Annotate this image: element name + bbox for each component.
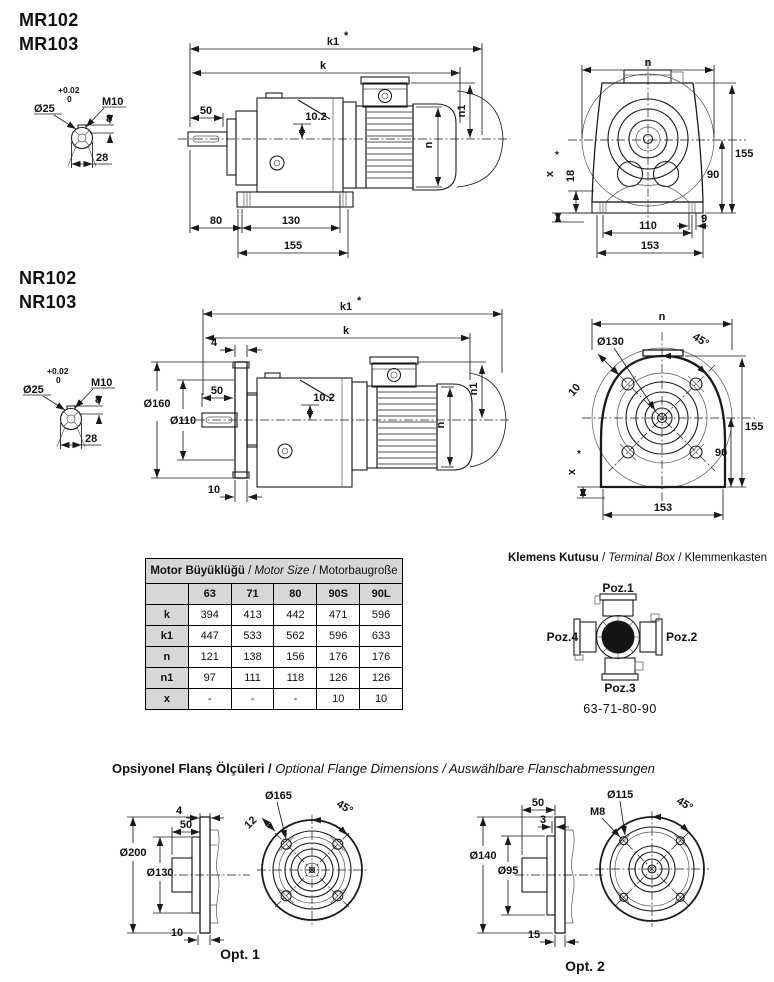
corner-cell (146, 584, 189, 605)
shaft-length-dim: 50 (199, 105, 213, 117)
k-dim-label: k (342, 325, 350, 337)
model-mr102: MR102 (19, 10, 79, 30)
opt2-section-dims (477, 805, 579, 947)
opt1-flange-drawing (105, 785, 395, 945)
terminal-box-title: Klemens Kutusu / Terminal Box / Klemmenkasten (508, 552, 768, 564)
opt1-label: Opt. 1 (220, 946, 260, 962)
opt1-dim-50: 50 (179, 819, 193, 831)
opt2-tap-size: M8 (590, 806, 606, 818)
mr-model-labels (19, 8, 79, 56)
x-dim-label: x (544, 170, 556, 178)
motor-size-table (145, 558, 403, 710)
dim-153: 153 (640, 240, 660, 252)
tolerance-lower-label: 0 (56, 375, 61, 385)
flange-section-title: Opsiyonel Flanş Ölçüleri / Optional Flange Dimensions / Auswählbare Flanschabmessungen (112, 761, 655, 776)
n-width-label: n (644, 57, 652, 69)
dim-130: 130 (281, 215, 301, 227)
dim-155: 155 (735, 148, 754, 160)
k1-dim-label: k1 (339, 301, 353, 313)
shaft-length-dim: 50 (210, 385, 224, 397)
n-dim-label: n (435, 421, 447, 429)
table-row: k 394 413 442 471 596 (146, 605, 403, 626)
terminal-position-1: Poz.1 (602, 581, 634, 595)
k-dim-label: k (319, 60, 327, 72)
dim-10: 10 (207, 484, 221, 496)
opt1-angle: 45° (334, 797, 355, 817)
n1-dim-label: n1 (456, 104, 468, 118)
table-header-row: 63 71 80 90S 90L (146, 584, 403, 605)
key-height-label: 8 (106, 113, 113, 125)
k1-star: * (344, 30, 349, 42)
shaft-section-outline (68, 125, 96, 166)
terminal-box-side (363, 83, 407, 107)
dim-155: 155 (745, 421, 764, 433)
table-row: k1 447 533 562 596 633 (146, 626, 403, 647)
offset-dim: 10.2 (313, 392, 335, 404)
opt2-dim-50: 50 (531, 797, 545, 809)
nr-model-labels (19, 266, 77, 314)
table-title: Motor Büyüklüğü / Motor Size / Motorbaugroße (146, 559, 403, 584)
motor-cooling-fins (378, 392, 436, 464)
n-dim-label: n (423, 141, 435, 149)
shaft-black-circle (602, 621, 635, 654)
opt1-bolt-circle: Ø165 (265, 790, 292, 802)
opt1-dim-4: 4 (175, 805, 183, 817)
terminal-position-3: Poz.3 (604, 681, 636, 695)
mr-side-dimensions (190, 43, 482, 258)
shaft-section-outline (57, 406, 85, 447)
shaft-dimensions (23, 388, 115, 449)
x-star: * (577, 449, 581, 460)
opt2-flange-drawing (445, 785, 745, 957)
table-row: x - - - 10 10 (146, 689, 403, 710)
opt2-flange-od: Ø140 (469, 850, 497, 862)
dim-155: 155 (283, 240, 303, 252)
angle-45-label: 45° (690, 330, 711, 350)
bolt-circle-label: Ø130 (597, 336, 624, 348)
opt1-front-view (257, 802, 367, 925)
terminal-box-sizes: 63-71-80-90 (583, 702, 657, 716)
key-height-label: 8 (95, 394, 102, 406)
k1-star: * (357, 295, 362, 307)
terminal-position-4: Poz.4 (546, 630, 578, 644)
shaft-thread-label: M10 (102, 96, 124, 108)
opt2-front-view (595, 801, 709, 927)
pilot-dia-label: Ø110 (169, 415, 197, 427)
opt2-pilot-dia: Ø95 (497, 865, 519, 877)
key-length-label: 28 (96, 152, 109, 164)
mr-end-view-drawing (540, 50, 774, 260)
opt2-dim-15: 15 (527, 929, 541, 941)
dim-90: 90 (715, 447, 728, 459)
rim-10-label: 10 (566, 381, 584, 399)
shaft-diameter-label: Ø25 (23, 384, 44, 396)
dim-80: 80 (209, 215, 223, 227)
mr-end-outline (592, 70, 703, 213)
dim-153: 153 (653, 502, 673, 514)
dim-18: 18 (565, 169, 577, 183)
nr-side-view-drawing (135, 295, 515, 535)
opt1-dim-10: 10 (170, 927, 184, 939)
nr-side-outline (202, 357, 506, 487)
mr-side-view-drawing (170, 15, 530, 265)
dim-9: 9 (701, 213, 708, 225)
tolerance-lower-label: 0 (67, 94, 72, 104)
opt1-flange-od: Ø200 (119, 847, 147, 859)
dim-4: 4 (210, 337, 218, 349)
nr-end-view-drawing (565, 300, 774, 535)
offset-dim: 10.2 (305, 111, 327, 123)
model-nr103: NR103 (19, 292, 77, 312)
opt2-label: Opt. 2 (565, 958, 605, 974)
nr-side-dimensions (151, 309, 502, 502)
opt2-bolt-circle: Ø115 (607, 789, 634, 801)
mr-shaft-detail-drawing (20, 78, 160, 183)
table-row: n 121 138 156 176 176 (146, 647, 403, 668)
opt1-pilot-dia: Ø130 (146, 867, 174, 879)
flange-od-label: Ø160 (143, 398, 171, 410)
dim-90: 90 (707, 169, 720, 181)
opt2-angle: 45° (674, 794, 695, 814)
k1-dim-label: k1 (326, 36, 340, 48)
model-mr103: MR103 (19, 34, 79, 54)
shaft-dimensions (34, 107, 126, 168)
tolerance-upper-label: +0.02 (47, 366, 69, 376)
n-width-label: n (658, 311, 666, 323)
shaft-thread-label: M10 (91, 377, 113, 389)
opt2-dim-3: 3 (539, 814, 547, 826)
opt1-slot-width: 12 (242, 814, 260, 832)
x-star: * (555, 150, 559, 161)
terminal-position-2: Poz.2 (666, 630, 698, 644)
model-nr102: NR102 (19, 268, 77, 288)
mr-side-outline (188, 77, 503, 207)
dim-110: 110 (639, 220, 657, 232)
motor-cooling-fins (367, 112, 412, 178)
nr-end-outline (601, 350, 728, 487)
n1-dim-label: n1 (468, 382, 480, 396)
key-length-label: 28 (85, 433, 98, 445)
shaft-diameter-label: Ø25 (34, 103, 55, 115)
tolerance-upper-label: +0.02 (58, 85, 80, 95)
nr-shaft-detail-drawing (9, 359, 149, 464)
x-dim-label: x (566, 468, 578, 476)
terminal-box-side (372, 363, 416, 387)
table-row: n1 97 111 118 126 126 (146, 668, 403, 689)
